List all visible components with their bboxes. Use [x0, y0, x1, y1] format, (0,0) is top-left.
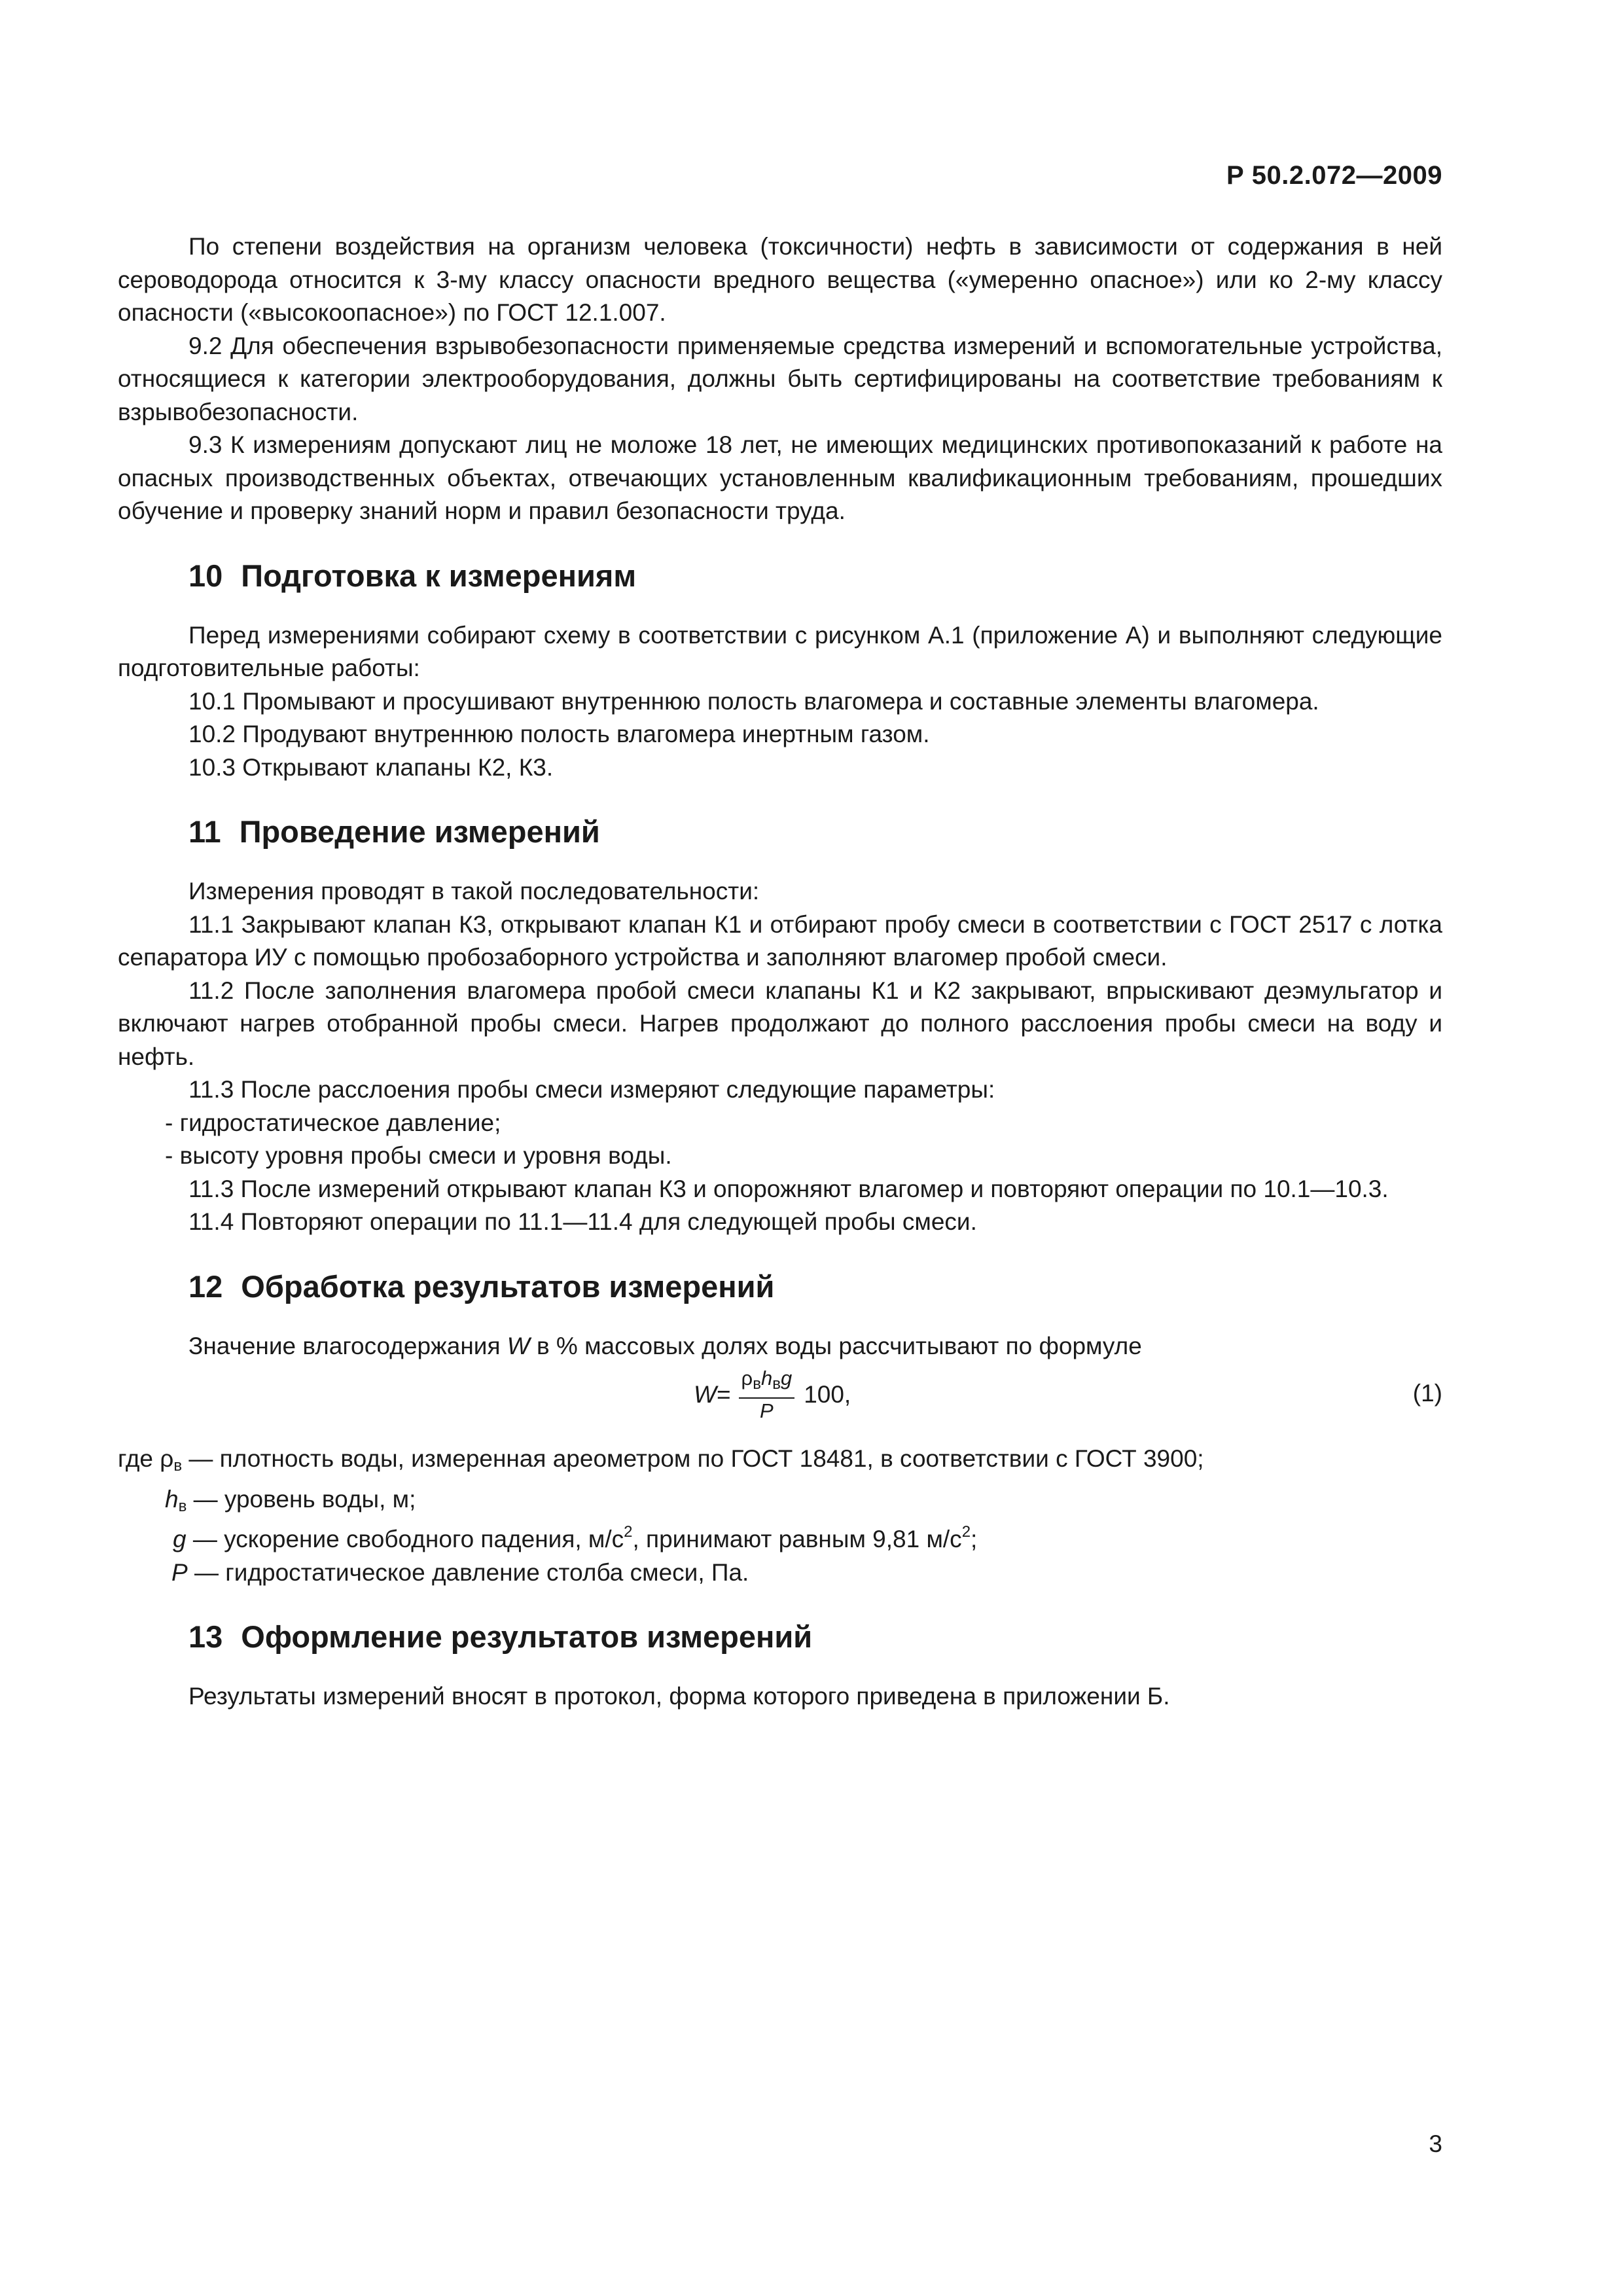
paragraph-10-3: 10.3 Открывают клапаны К2, К3. — [188, 753, 554, 781]
paragraph-11-4: 11.4 Повторяют операции по 11.1—11.4 для следующей пробы смеси. — [188, 1208, 977, 1235]
paragraph-13: Результаты измерений вносят в протокол, форма которого приведена в приложении Б. — [188, 1683, 1170, 1710]
section-10-heading — [118, 556, 1442, 596]
formula-denominator: P — [760, 1399, 774, 1422]
list-item-pressure: - гидростатическое давление; — [165, 1109, 501, 1136]
paragraph-11-intro: Измерения проводят в такой последовательности: — [188, 878, 760, 905]
section-11-number: 11 — [188, 814, 221, 849]
page-number: 3 — [1429, 2130, 1442, 2157]
legend-g: g — ускорение свободного падения, $м/с^2$, принимают равным 9,81 $м/с^2$; — [173, 1523, 978, 1552]
paragraph-9-3: 9.3 К измерениям допускают лиц не моложе 18 лет, не имеющих медицинских противопоказаний к работе на опасных производственных объектах, отвечающих установленным квалификационным требованиям, прошедших обучение и проверку знаний норм и правил безопасности труда. — [118, 431, 1442, 524]
paragraph-11-1: 11.1 Закрывают клапан К3, открывают клапан К1 и отбирают пробу смеси в соответствии с ГОСТ 2517 с лотка сепаратора ИУ с помощью пробозаборного устройства и заполняют влагомер пробой смеси. — [118, 910, 1442, 971]
section-12-number: 12 — [188, 1268, 223, 1304]
document-code: Р 50.2.072—2009 — [1226, 161, 1442, 190]
section-12-title: Обработка результатов измерений — [241, 1268, 775, 1304]
paragraph-toxicity: По степени воздействия на организм человека (токсичности) нефть в зависимости от содержания в ней сероводорода относится к 3-му классу опасности вредного вещества («умеренно опасное») или ко 2-му классу опасности («высокоопасное») по ГОСТ 12.1.007. — [118, 233, 1442, 326]
paragraph-11-3b: 11.3 После измерений открывают клапан К3 и опорожняют влагомер и повторяют операции по 10.1—10.3. — [188, 1175, 1389, 1202]
formula-number: (1) — [1412, 1380, 1442, 1407]
paragraph-12-intro: Значение влагосодержания W в % массовых долях воды рассчитывают по формуле — [188, 1332, 1142, 1359]
document-body — [118, 230, 1442, 1713]
legend-h: $h_в$ — уровень воды, м; — [165, 1485, 416, 1515]
legend-rho: где $\rho_в$ — плотность воды, измеренная ареометром по ГОСТ 18481, в соответствии с ГОСТ 3900; — [118, 1445, 1204, 1475]
formula-block — [118, 1363, 1442, 1443]
paragraph-11-3: 11.3 После расслоения пробы смеси измеряют следующие параметры: — [188, 1076, 995, 1103]
paragraph-9-2: 9.2 Для обеспечения взрывобезопасности применяемые средства измерений и вспомогательные устройства, относящиеся к категории электрооборудования, должны быть сертифицированы на соответствие требованиям к взрывобезопасности. — [118, 332, 1442, 425]
document-page — [118, 0, 1442, 2296]
list-item-level: - высоту уровня пробы смеси и уровня воды. — [165, 1142, 672, 1169]
section-13-number: 13 — [188, 1619, 223, 1654]
section-13-title: Оформление результатов измерений — [241, 1619, 813, 1654]
formula-numerator: $\rho_вh_вg$ — [739, 1367, 795, 1399]
section-12-heading — [118, 1267, 1442, 1306]
paragraph-10-1: 10.1 Промывают и просушивают внутреннюю полость влагомера и составные элементы влагомера. — [188, 687, 1319, 715]
section-13-heading — [118, 1617, 1442, 1657]
paragraph-10-intro: Перед измерениями собирают схему в соответствии с рисунком А.1 (приложение А) и выполняют следующие подготовительные работы: — [118, 621, 1442, 681]
formula-fraction — [739, 1367, 795, 1424]
section-11-heading — [118, 812, 1442, 852]
section-11-title: Проведение измерений — [239, 814, 600, 849]
variable-w: W — [507, 1332, 530, 1359]
paragraph-10-2: 10.2 Продувают внутреннюю полость влагомера инертным газом. — [188, 721, 930, 747]
formula-equals: = — [716, 1381, 731, 1408]
paragraph-11-2: 11.2 После заполнения влагомера пробой смеси клапаны К1 и К2 закрывают, впрыскивают деэмульгатор и включают нагрев отобранной пробы смеси. Нагрев продолжают до полного расслоения пробы смеси на воду и нефть. — [118, 977, 1442, 1070]
legend-p: P — гидростатическое давление столба смеси, Па. — [171, 1558, 749, 1586]
formula-legend — [118, 1443, 1442, 1589]
section-10-title: Подготовка к измерениям — [241, 558, 637, 593]
section-10-number: 10 — [188, 558, 223, 593]
formula-lhs: W — [694, 1381, 717, 1408]
formula-factor: 100, — [804, 1381, 851, 1408]
formula — [694, 1367, 851, 1424]
